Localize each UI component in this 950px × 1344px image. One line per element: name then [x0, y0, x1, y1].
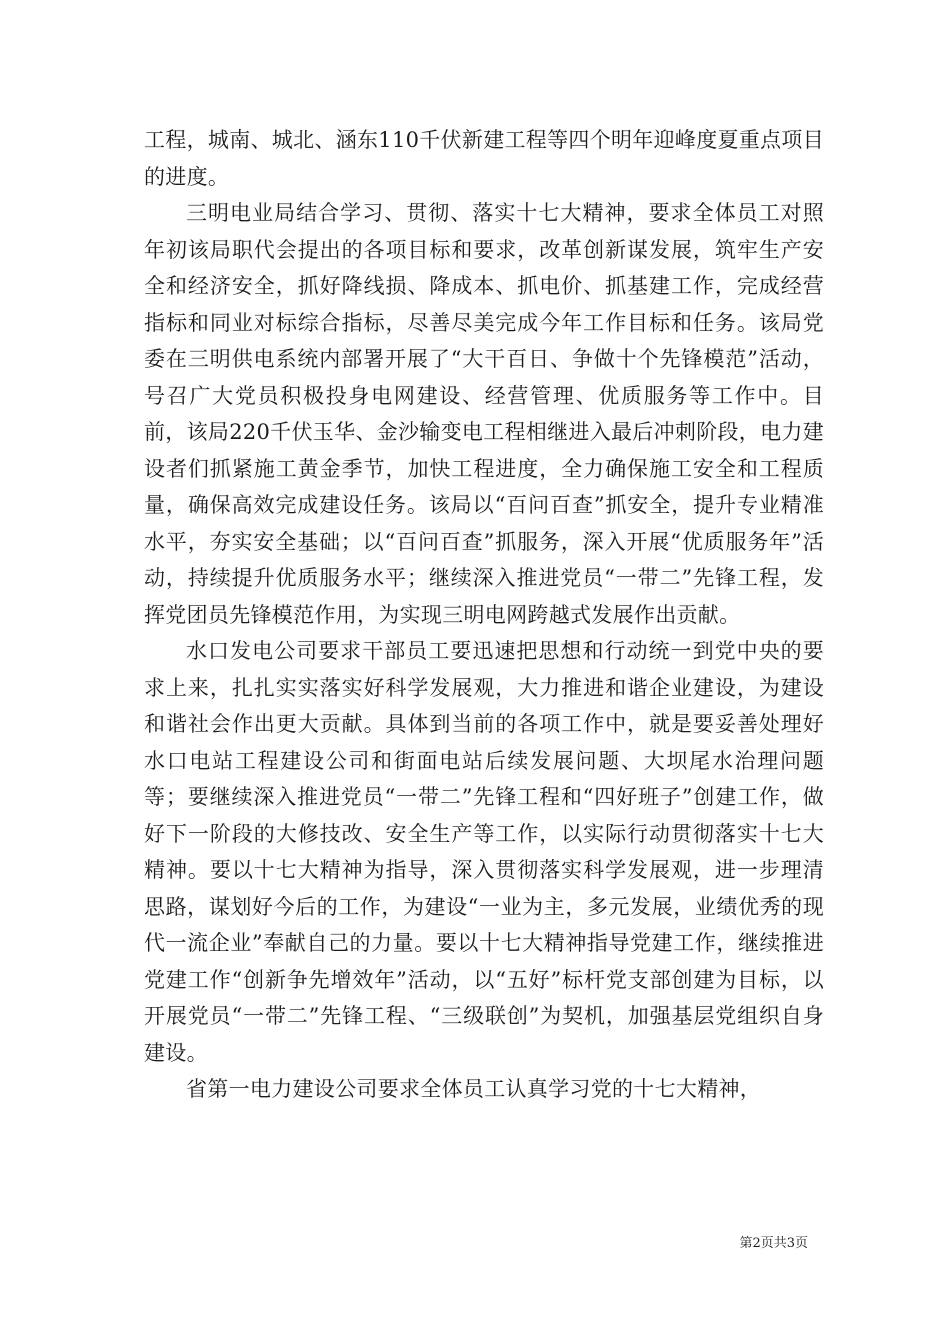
- paragraph-1: 工程，城南、城北、涵东110千伏新建工程等四个明年迎峰度夏重点项目的进度。: [144, 128, 824, 189]
- paragraph-4: 省第一电力建设公司要求全体员工认真学习党的十七大精神，: [186, 1077, 762, 1101]
- document-body: [144, 122, 824, 1108]
- paragraph-3: 水口发电公司要求干部员工要迅速把思想和行动统一到党中央的要求上来，扎扎实实落实好科学发展观，大力推进和谐企业建设，为建设和谐社会作出更大贡献。具体到当前的各项工作中，就是要妥善处理好水口电站工程建设公司和街面电站后续发展问题、大坝尾水治理问题等；要继续深入推进党员“一带二”先锋工程和“四好班子”创建工作，做好下一阶段的大修技改、安全生产等工作，以实际行动贯彻落实十七大精神。要以十七大精神为指导，深入贯彻落实科学发展观，进一步理清思路，谋划好今后的工作，为建设“一业为主，多元发展，业绩优秀的现代一流企业”奉献自己的力量。要以十七大精神指导党建工作，继续推进党建工作“创新争先增效年”活动，以“五好”标杆党支部创建为目标，以开展党员“一带二”先锋工程、“三级联创”为契机，加强基层党组织自身建设。: [144, 639, 824, 1065]
- page-number: 第2页共3页: [739, 1236, 808, 1251]
- paragraph-2: 三明电业局结合学习、贯彻、落实十七大精神，要求全体员工对照年初该局职代会提出的各项目标和要求，改革创新谋发展，筑牢生产安全和经济安全，抓好降线损、降成本、抓电价、抓基建工作，完成经营指标和同业对标综合指标，尽善尽美完成今年工作目标和任务。该局党委在三明供电系统内部署开展了“大干百日、争做十个先锋模范”活动，号召广大党员积极投身电网建设、经营管理、优质服务等工作中。目前，该局220千伏玉华、金沙输变电工程相继进入最后冲刺阶段，电力建设者们抓紧施工黄金季节，加快工程进度，全力确保施工安全和工程质量，确保高效完成建设任务。该局以“百问百查”抓安全，提升专业精准水平，夯实安全基础；以“百问百查”抓服务，深入开展“优质服务年”活动，持续提升优质服务水平；继续深入推进党员“一带二”先锋工程，发挥党团员先锋模范作用，为实现三明电网跨越式发展作出贡献。: [144, 201, 824, 627]
